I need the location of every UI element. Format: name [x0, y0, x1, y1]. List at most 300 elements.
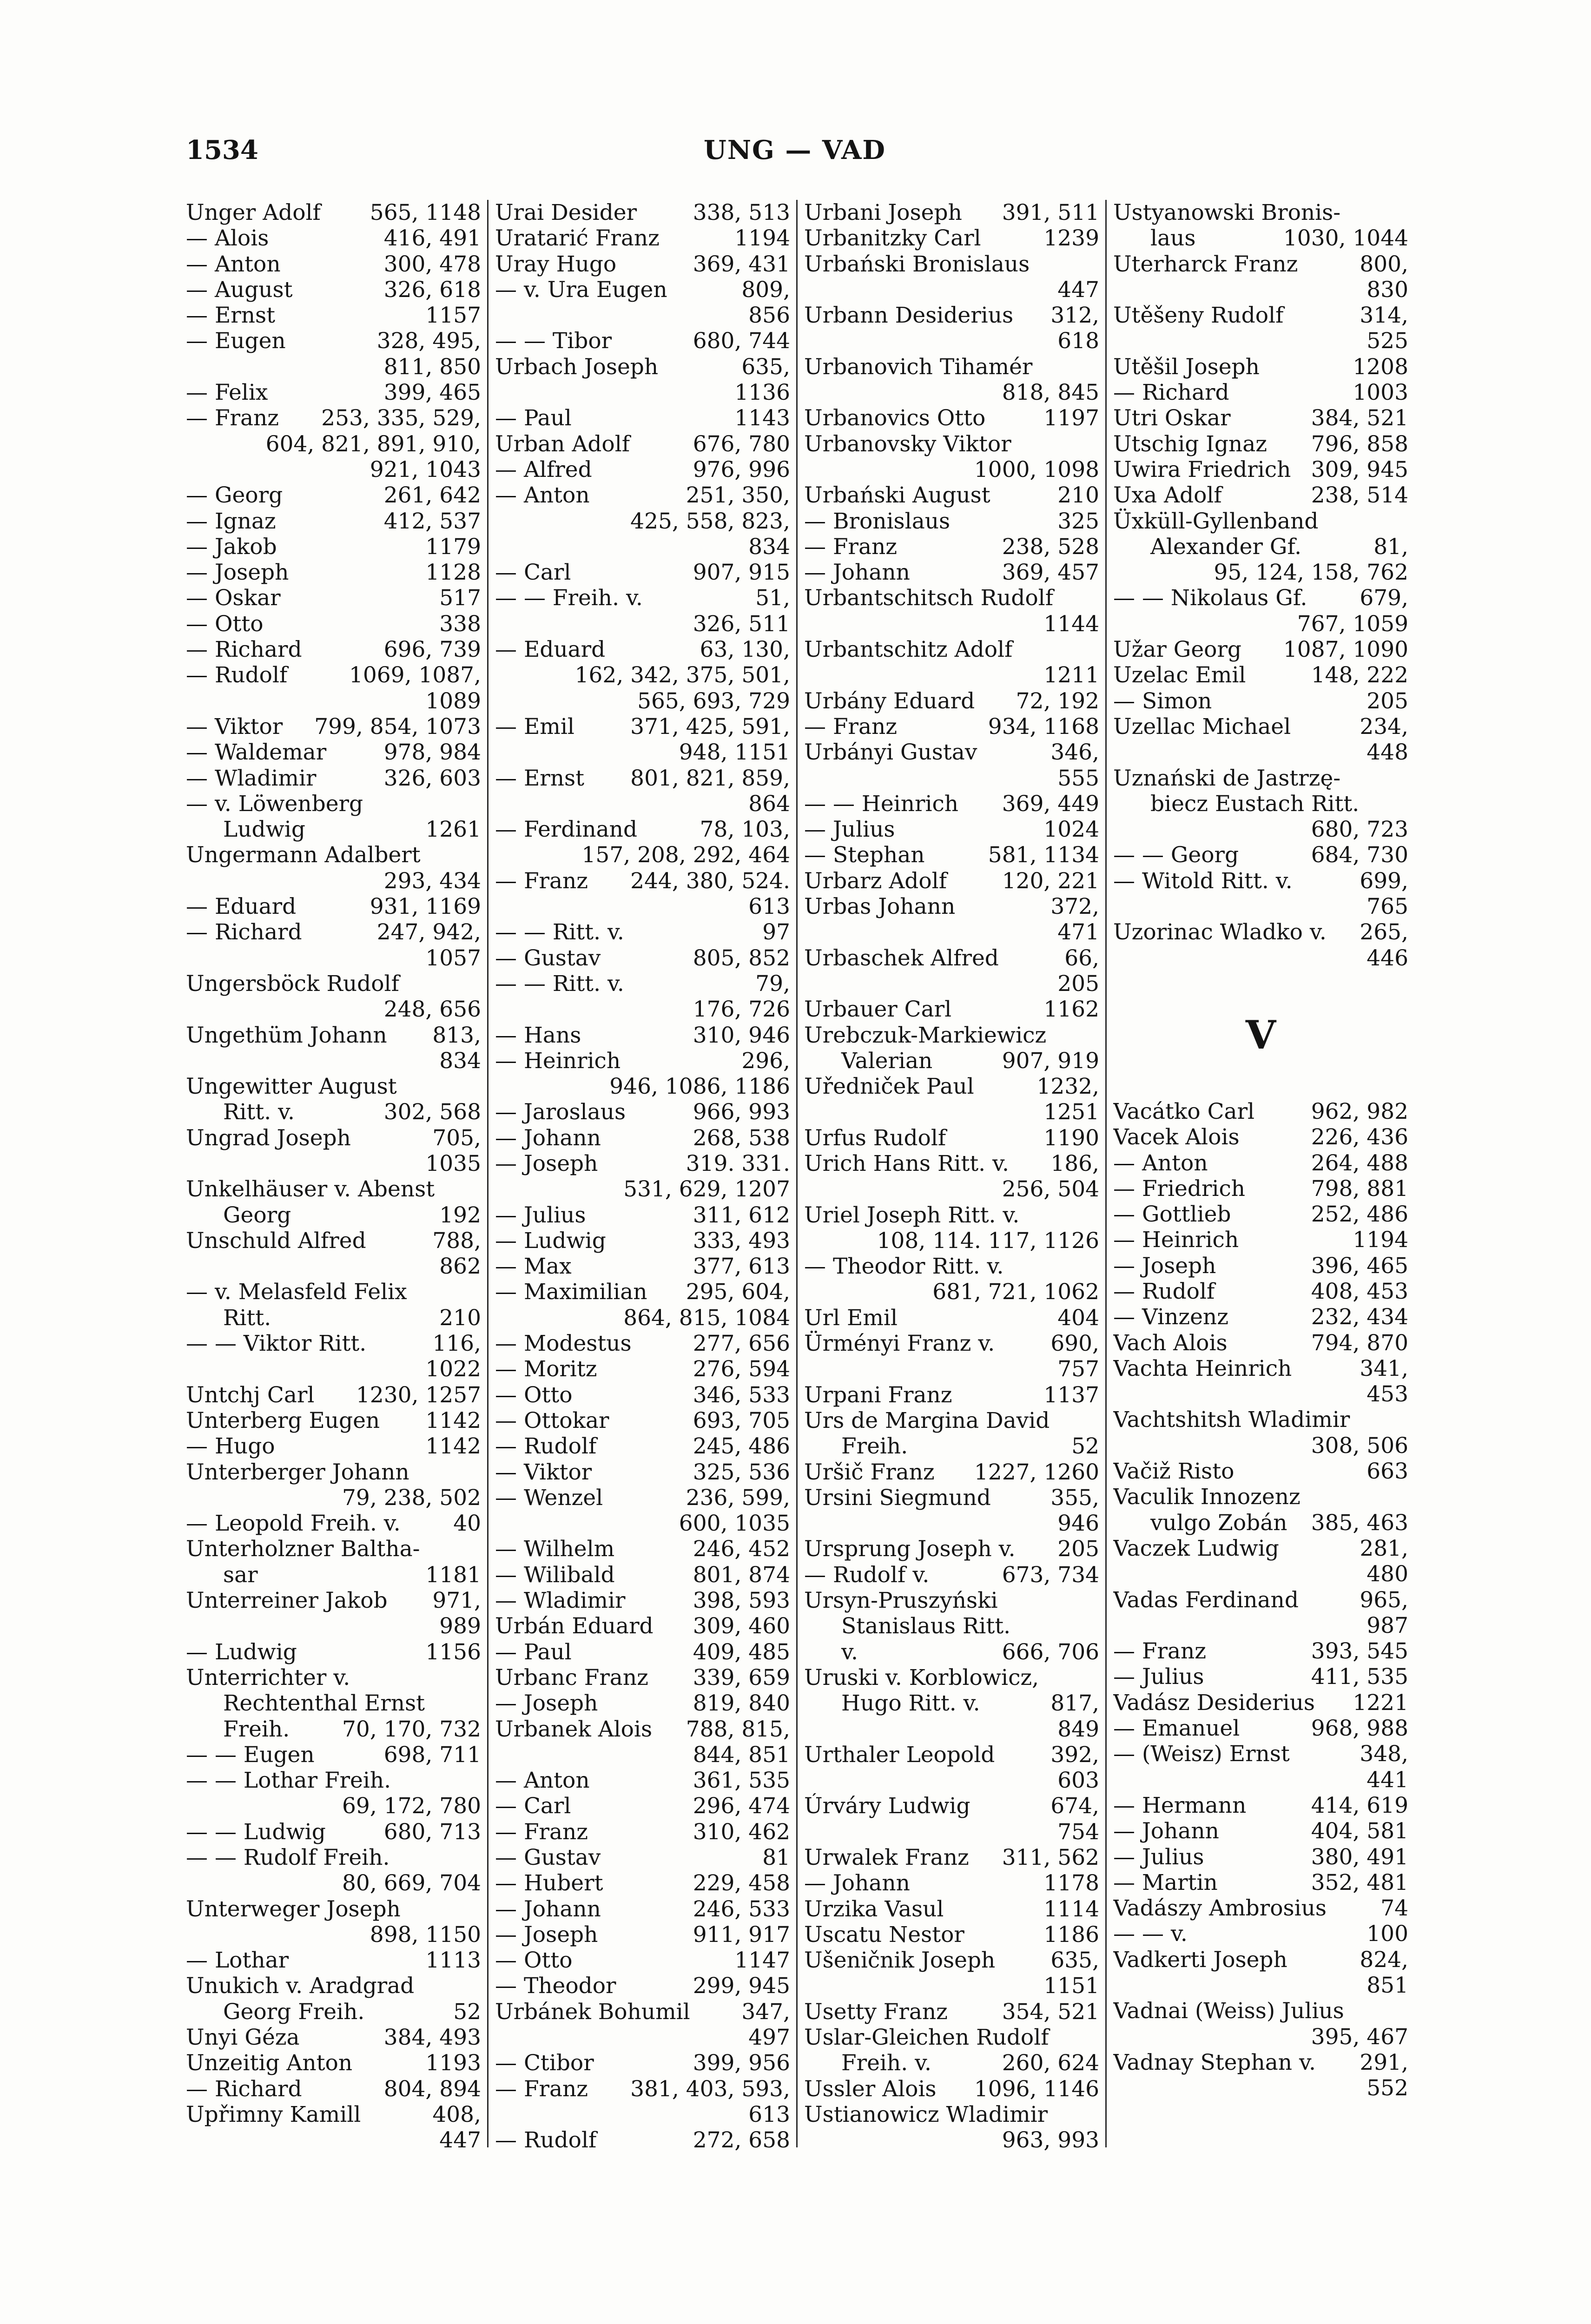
index-entry [804, 1742, 1099, 1768]
index-entry [495, 482, 790, 508]
entry-pages: 205 [1057, 971, 1099, 997]
entry-name: — Jaroslaus [495, 1099, 626, 1125]
entry-name: — Ludwig [495, 1228, 606, 1254]
entry-name: Vacek Alois [1113, 1124, 1240, 1150]
index-entry [804, 611, 1099, 637]
index-entry [186, 1228, 481, 1254]
index-entry [186, 380, 481, 405]
index-entry [1113, 508, 1408, 534]
entry-pages: 319. 331. [686, 1150, 790, 1176]
entry-pages: 581, 1134 [988, 842, 1099, 868]
entry-name: Freih. v. [841, 2050, 931, 2076]
entry-name: — Leopold Freih. v. [186, 1511, 401, 1537]
entry-pages: 1190 [1043, 1125, 1099, 1151]
entry-name: — Rudolf [1113, 1278, 1215, 1304]
entry-pages: 453 [1367, 1381, 1408, 1407]
entry-name: — Ludwig [186, 1639, 297, 1665]
entry-pages: 404, 581 [1311, 1818, 1408, 1844]
index-entry [495, 1973, 790, 1999]
entry-pages: 817, [1050, 1690, 1099, 1717]
index-entry [186, 2050, 481, 2076]
index-entry [186, 1099, 481, 1125]
entry-pages: 309, 945 [1311, 456, 1408, 482]
entry-pages: 600, 1035 [679, 1511, 790, 1537]
entry-name: — Franz [495, 1819, 588, 1845]
entry-pages [476, 1074, 481, 1099]
entry-pages: 962, 982 [1311, 1098, 1408, 1124]
index-entry [1113, 919, 1408, 945]
entry-pages [476, 1536, 481, 1562]
entry-pages: 238, 528 [1002, 534, 1099, 560]
index-entry [495, 919, 790, 945]
index-entry [1113, 1253, 1408, 1279]
entry-pages: 603 [1057, 1768, 1099, 1794]
index-entry [804, 1845, 1099, 1870]
entry-pages: 260, 624 [1002, 2050, 1099, 2076]
entry-pages: 447 [1057, 277, 1099, 303]
entry-pages: 347, [741, 1999, 790, 2025]
index-entry [186, 1074, 481, 1099]
entry-pages: 291, [1360, 2049, 1408, 2075]
index-entry [1113, 1381, 1408, 1407]
entry-pages: 794, 870 [1311, 1330, 1408, 1356]
entry-name: — — Freih. v. [495, 585, 643, 611]
index-entry [804, 1690, 1099, 1716]
entry-name: — Wladimir [495, 1588, 626, 1614]
index-entry [186, 534, 481, 560]
index-entry [495, 611, 790, 637]
entry-name: Alexander Gf. [1150, 534, 1302, 560]
entry-pages: 666, 706 [1002, 1639, 1099, 1665]
entry-pages: 399, 956 [693, 2050, 790, 2076]
entry-name: — Julius [1113, 1664, 1204, 1690]
entry-pages: 354, 521 [1002, 1999, 1099, 2025]
entry-name: — Wilibald [495, 1562, 615, 1588]
index-entry [1113, 1947, 1408, 1973]
entry-name: — Alfred [495, 456, 592, 482]
entry-pages: 52 [453, 1999, 481, 2025]
index-entry [186, 1690, 481, 1716]
index-entry [495, 2127, 790, 2153]
entry-name: Rechtenthal Ernst [223, 1690, 425, 1717]
entry-name: Urbánek Bohumil [495, 1999, 690, 2025]
entry-name: Uwira Friedrich [1113, 456, 1291, 482]
entry-pages: 811, 850 [383, 354, 481, 380]
entry-name: Uředniček Paul [804, 1074, 974, 1100]
entry-pages: 690, [1050, 1331, 1099, 1357]
index-entry [186, 354, 481, 380]
entry-name: — Eugen [186, 328, 286, 354]
entry-pages: 849 [1057, 1716, 1099, 1742]
index-entry [804, 457, 1099, 482]
entry-pages: 604, 821, 891, 910, [265, 431, 481, 457]
entry-name: Urai Desider [495, 200, 637, 225]
entry-pages: 765 [1367, 894, 1408, 920]
index-entry [804, 1125, 1099, 1151]
index-entry [186, 1922, 481, 1948]
entry-pages: 205 [1367, 688, 1408, 714]
entry-pages: 338 [439, 611, 481, 637]
index-entry [804, 637, 1099, 662]
entry-name: — Julius [1113, 1844, 1204, 1870]
entry-pages: 471 [1057, 919, 1099, 945]
index-entry [186, 1639, 481, 1665]
entry-pages: 1142 [425, 1433, 481, 1459]
entry-pages: 369, 449 [1002, 791, 1099, 817]
index-entry [495, 1819, 790, 1845]
entry-name: Unterrichter v. [186, 1664, 350, 1690]
entry-pages: 338, 513 [693, 200, 790, 225]
entry-pages: 264, 488 [1311, 1150, 1408, 1176]
entry-name: Url Emil [804, 1305, 898, 1331]
index-entry [186, 1202, 481, 1228]
entry-pages: 965, [1360, 1587, 1408, 1613]
entry-pages: 673, 734 [1002, 1562, 1099, 1588]
entry-pages: 192 [439, 1202, 481, 1228]
entry-name: — Wladimir [186, 765, 317, 791]
index-entry [186, 945, 481, 971]
entry-pages [1095, 2025, 1099, 2050]
entry-name: Vachta Heinrich [1113, 1355, 1292, 1381]
entry-pages: 210 [439, 1305, 481, 1331]
entry-name: Ursyn-Pruszyński [804, 1588, 998, 1614]
index-entry [495, 1459, 790, 1485]
entry-name: Georg Freih. [223, 1999, 365, 2025]
entry-name: — Johann [495, 1125, 601, 1151]
index-entry [186, 919, 481, 945]
index-entry [1113, 1459, 1408, 1484]
entry-pages: 253, 335, 529, [321, 405, 481, 431]
index-entry [1113, 1664, 1408, 1690]
index-entry [186, 791, 481, 817]
index-entry [495, 1922, 790, 1948]
index-entry [495, 1562, 790, 1588]
entry-name: — Rudolf [186, 662, 288, 688]
index-entry [186, 405, 481, 431]
entry-name: Ustianowicz Wladimir [804, 2101, 1048, 2127]
index-entry [495, 405, 790, 431]
entry-name: — Ernst [186, 303, 275, 329]
index-entry [495, 354, 790, 380]
index-entry [1113, 791, 1408, 817]
entry-name: — Hermann [1113, 1792, 1247, 1818]
index-entry [186, 1279, 481, 1305]
entry-pages: 898, 1150 [370, 1921, 481, 1948]
column-divider [1105, 200, 1107, 2147]
entry-name: — Franz [804, 534, 898, 560]
entry-name: Valerian [841, 1048, 933, 1074]
entry-name: Unukich v. Aradgrad [186, 1973, 415, 1999]
index-entry [495, 791, 790, 817]
index-entry [495, 1023, 790, 1048]
entry-pages [1095, 1023, 1099, 1048]
entry-name: Unterholzner Baltha- [186, 1536, 420, 1562]
index-entry [804, 1382, 1099, 1408]
entry-pages: 1211 [1043, 662, 1099, 688]
index-entry [186, 971, 481, 997]
entry-name: Urbányi Gustav [804, 739, 977, 766]
entry-pages: 232, 434 [1311, 1304, 1408, 1330]
entry-pages: 613 [748, 894, 790, 920]
entry-pages: 1022 [425, 1356, 481, 1382]
index-entry [186, 328, 481, 354]
entry-pages: 1221 [1353, 1690, 1408, 1716]
index-entry [495, 225, 790, 251]
index-entry [495, 1305, 790, 1331]
index-entry [186, 637, 481, 662]
index-entry [186, 1870, 481, 1896]
index-entry [804, 1819, 1099, 1845]
entry-name: Urbanc Franz [495, 1664, 648, 1690]
entry-name: Uxa Adolf [1113, 482, 1222, 508]
entry-pages: 246, 533 [693, 1896, 790, 1922]
entry-name: — (Weisz) Ernst [1113, 1741, 1290, 1767]
entry-name: Urebczuk-Markiewicz [804, 1022, 1047, 1048]
entry-pages: 97 [762, 919, 790, 945]
entry-pages: 52 [1071, 1433, 1099, 1459]
index-entry [186, 611, 481, 637]
index-entry [186, 1433, 481, 1459]
entry-pages: 1157 [425, 303, 481, 329]
index-entry [804, 1793, 1099, 1819]
index-entry [1113, 1587, 1408, 1613]
entry-pages: 757 [1057, 1356, 1099, 1382]
index-entry [804, 1459, 1099, 1485]
entry-name: Ursini Siegmund [804, 1485, 991, 1511]
entry-pages: 391, 511 [1002, 200, 1099, 225]
entry-name: Urbanitzky Carl [804, 225, 981, 251]
entry-name: — Witold Ritt. v. [1113, 868, 1293, 894]
index-entry [804, 1665, 1099, 1690]
entry-name: Urbarz Adolf [804, 868, 947, 894]
entry-pages: 931, 1169 [370, 894, 481, 920]
index-entry [1113, 405, 1408, 431]
index-entry [186, 1356, 481, 1382]
entry-name: — Vinzenz [1113, 1304, 1228, 1330]
index-entry [1113, 482, 1408, 508]
entry-pages [476, 842, 481, 868]
index-entry [495, 2102, 790, 2127]
index-entry [495, 251, 790, 277]
entry-pages: 352, 481 [1311, 1869, 1408, 1895]
index-entry [186, 1973, 481, 1999]
index-entry [804, 1151, 1099, 1176]
entry-name: Utěšeny Rudolf [1113, 303, 1284, 329]
entry-pages: 325 [1057, 508, 1099, 534]
entry-pages: 1003 [1353, 380, 1408, 406]
entry-pages: 404 [1057, 1305, 1099, 1331]
entry-pages: 66, [1064, 945, 1099, 971]
entry-pages [476, 1690, 481, 1716]
index-entry [495, 1331, 790, 1356]
entry-pages: 946, 1086, 1186 [609, 1074, 790, 1100]
index-entry [1113, 1150, 1408, 1176]
entry-name: Ritt. v. [223, 1099, 295, 1125]
entry-pages: 120, 221 [1002, 868, 1099, 894]
entry-pages [1404, 1998, 1408, 2024]
entry-pages [1095, 1202, 1099, 1228]
entry-pages: 51, [755, 585, 790, 611]
entry-name: Ursprung Joseph v. [804, 1536, 1016, 1562]
entry-pages: 229, 458 [693, 1870, 790, 1896]
entry-name: Unzeitig Anton [186, 2050, 353, 2076]
index-entry [1113, 1536, 1408, 1561]
entry-name: Uratarić Franz [495, 225, 660, 251]
entry-name: Hugo Ritt. v. [841, 1690, 980, 1717]
index-entry [804, 1279, 1099, 1305]
entry-name: Urbański Bronislaus [804, 251, 1030, 277]
index-entry [804, 1485, 1099, 1511]
index-entry [804, 508, 1099, 534]
entry-pages: 1136 [734, 380, 790, 406]
entry-pages: 81, [1373, 534, 1408, 560]
entry-name: Urzika Vasul [804, 1896, 944, 1922]
index-entry [495, 1511, 790, 1536]
entry-name: — August [186, 277, 293, 303]
entry-name: Uruski v. Korblowicz, [804, 1664, 1039, 1690]
index-entry [804, 2102, 1099, 2127]
index-entry [804, 894, 1099, 919]
entry-pages [476, 971, 481, 997]
index-entry [1113, 303, 1408, 328]
entry-name: — Gustav [495, 1845, 601, 1870]
entry-name: Vacátko Carl [1113, 1098, 1255, 1124]
entry-pages: 162, 342, 375, 501, [574, 662, 790, 688]
index-entry [1113, 1304, 1408, 1330]
entry-pages: 446 [1367, 945, 1408, 971]
entry-name: — Richard [1113, 380, 1229, 406]
entry-name: — — Georg [1113, 842, 1239, 868]
entry-pages: 799, 854, 1073 [314, 713, 481, 739]
entry-pages: 663 [1367, 1459, 1408, 1485]
entry-name: Urbány Eduard [804, 688, 975, 714]
index-entry [495, 637, 790, 662]
entry-name: — Georg [186, 482, 283, 508]
entry-name: Urban Adolf [495, 431, 630, 457]
index-entry [1113, 945, 1408, 971]
entry-pages: 246, 452 [693, 1536, 790, 1562]
entry-name: Utri Oskar [1113, 405, 1231, 431]
entry-name: Ungrad Joseph [186, 1125, 351, 1151]
entry-name: — — Ritt. v. [495, 971, 624, 997]
entry-pages: 1232, [1036, 1074, 1099, 1100]
entry-name: Freih. [223, 1716, 290, 1742]
entry-name: — Heinrich [495, 1048, 621, 1074]
entry-name: — Oskar [186, 585, 281, 611]
entry-name: — v. Melasfeld Felix [186, 1279, 407, 1305]
entry-pages: 328, 495, [376, 328, 481, 354]
entry-name: Urbanovsky Viktor [804, 431, 1011, 457]
entry-name: Vadas Ferdinand [1113, 1587, 1299, 1613]
entry-pages: 1208 [1353, 354, 1408, 380]
entry-name: — Theodor [495, 1973, 616, 1999]
index-entry [1113, 354, 1408, 380]
entry-pages: 767, 1059 [1297, 611, 1408, 637]
index-entry [186, 868, 481, 894]
entry-name: — Heinrich [1113, 1227, 1239, 1253]
index-entry [186, 1768, 481, 1793]
entry-name: — Otto [495, 1382, 573, 1408]
entry-pages: 408, [432, 2101, 481, 2127]
index-entry [186, 1459, 481, 1485]
entry-name: Vačiž Risto [1113, 1459, 1235, 1485]
index-entry [186, 1331, 481, 1356]
index-entry [804, 1639, 1099, 1665]
index-entry [495, 1356, 790, 1382]
entry-name: — Franz [804, 713, 898, 739]
entry-name: — Hubert [495, 1870, 603, 1896]
entry-pages: 265, [1360, 919, 1408, 945]
index-entry [1113, 1793, 1408, 1818]
index-entry [495, 971, 790, 997]
entry-pages: 1128 [425, 560, 481, 586]
index-entry [186, 688, 481, 714]
index-entry [804, 1588, 1099, 1613]
index-entry [186, 1588, 481, 1613]
entry-pages: 377, 613 [693, 1254, 790, 1280]
entry-pages: 844, 851 [693, 1742, 790, 1768]
entry-name: — Rudolf v. [804, 1562, 930, 1588]
entry-pages: 78, 103, [700, 817, 790, 843]
entry-name: Urwalek Franz [804, 1845, 969, 1870]
entry-name: laus [1150, 225, 1196, 251]
index-entry [804, 688, 1099, 714]
index-entry [804, 1768, 1099, 1793]
index-entry [1113, 2024, 1408, 2050]
entry-pages [1404, 766, 1408, 791]
entry-pages: 411, 535 [1311, 1664, 1408, 1690]
index-entry [804, 560, 1099, 585]
index-entry [186, 277, 481, 303]
entry-name: — — Rudolf Freih. [186, 1845, 390, 1870]
entry-name: — Stephan [804, 842, 925, 868]
index-entry [804, 817, 1099, 842]
entry-pages: 355, [1050, 1485, 1099, 1511]
index-entry [186, 482, 481, 508]
entry-name: Freih. [841, 1433, 908, 1459]
entry-pages: 635, [1050, 1948, 1099, 1974]
entry-name: Ungethüm Johann [186, 1022, 387, 1048]
entry-pages: 108, 114. 117, 1126 [877, 1228, 1099, 1254]
index-entry [495, 662, 790, 688]
index-entry [1113, 688, 1408, 714]
index-entry [495, 1613, 790, 1639]
entry-name: — Joseph [495, 1150, 598, 1176]
entry-pages: 308, 506 [1311, 1433, 1408, 1459]
entry-pages [1404, 791, 1408, 817]
index-entry [495, 1768, 790, 1793]
index-entry [495, 1639, 790, 1665]
entry-name: — Eduard [495, 637, 606, 663]
entry-pages: 381, 403, 593, [630, 2076, 790, 2102]
entry-name: vulgo Zobán [1150, 1510, 1287, 1536]
index-entry [804, 277, 1099, 303]
index-entry [1113, 637, 1408, 662]
entry-name: Vadász Desiderius [1113, 1690, 1315, 1716]
entry-name: Urbanovics Otto [804, 405, 986, 431]
index-entry [495, 817, 790, 842]
entry-pages [1404, 200, 1408, 225]
entry-pages: 696, 739 [383, 637, 481, 663]
index-entry [804, 1717, 1099, 1742]
entry-name: — Gustav [495, 945, 601, 971]
index-entry [186, 1408, 481, 1433]
index-entry [804, 1305, 1099, 1331]
index-entry [1113, 662, 1408, 688]
index-entry [1113, 1561, 1408, 1587]
index-entry [186, 1176, 481, 1202]
index-entry [495, 1948, 790, 1973]
